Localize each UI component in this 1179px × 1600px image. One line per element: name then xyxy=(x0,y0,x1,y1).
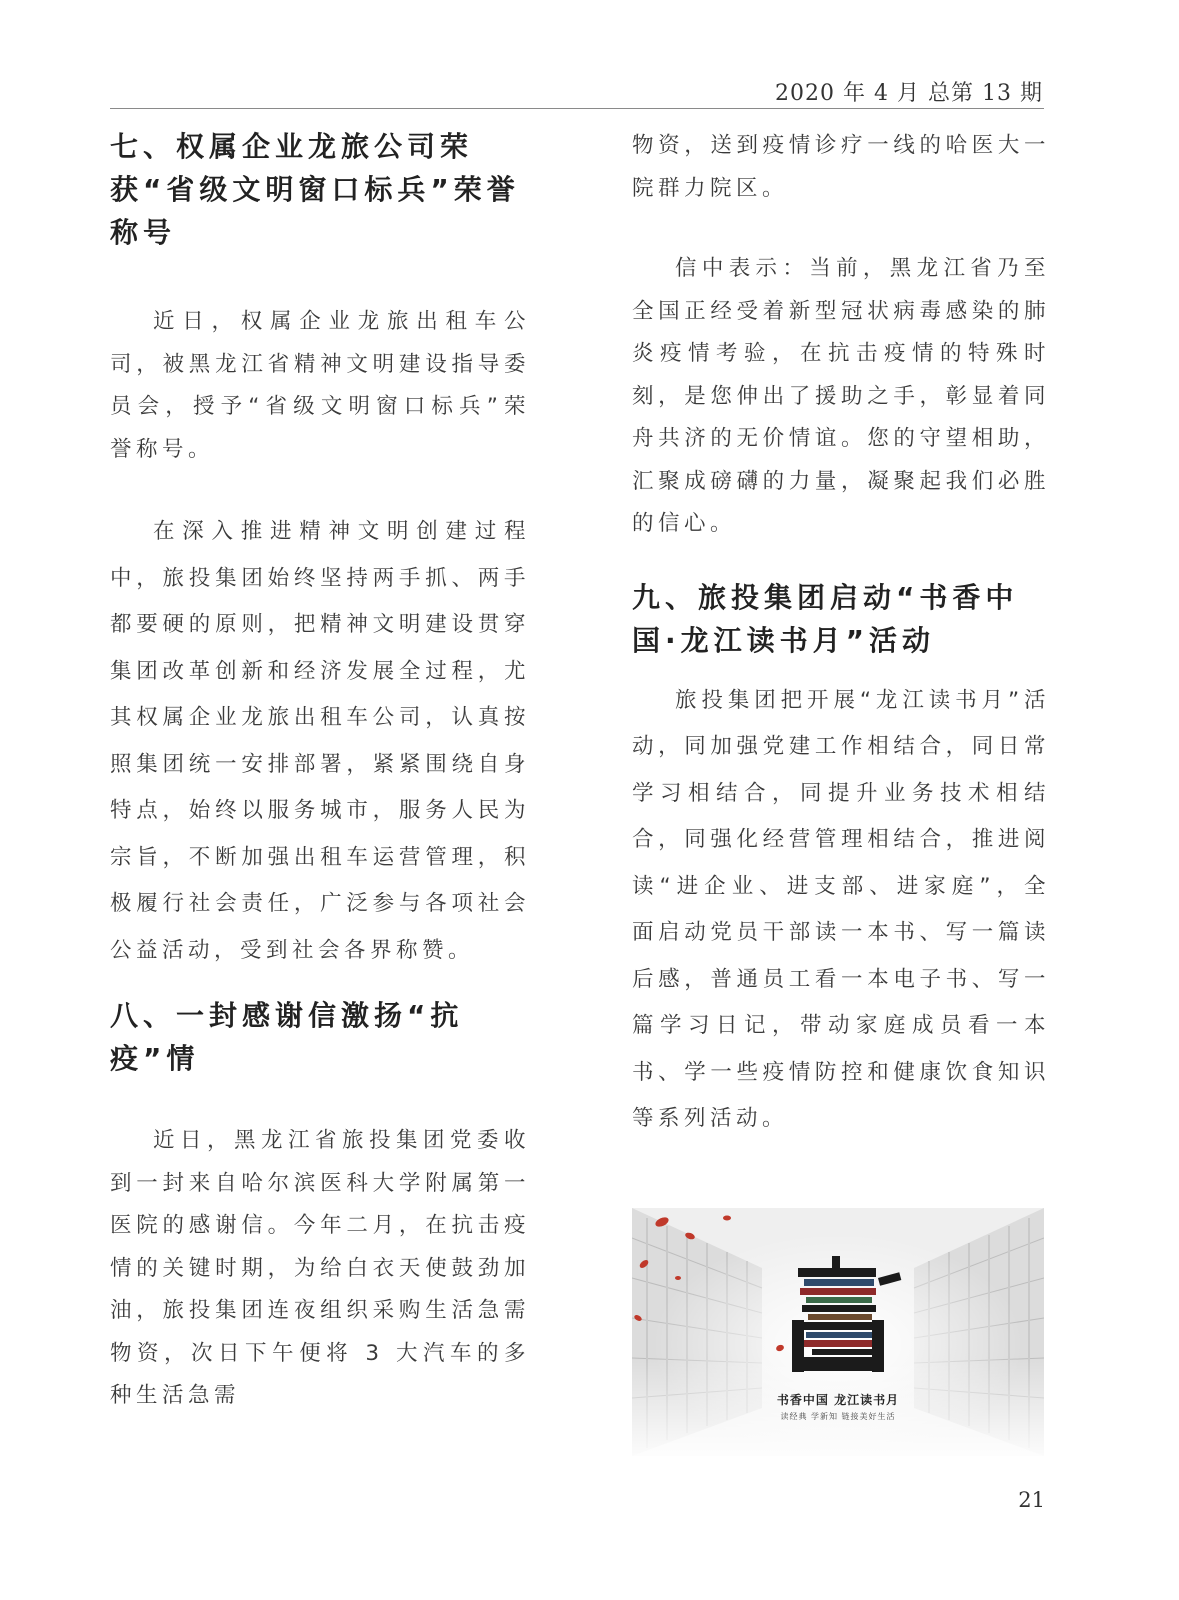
paragraph-9: 旅投集团把开展“龙江读书月”活动，同加强党建工作相结合，同日常学习相结合，同提升业务技术相结合，同强化经营管理相结合，推进阅读“进企业、进支部、进家庭”，全面启动党员干部读一本书、写一篇读后感，普通员工看一本电子书、写一篇学习日记，带动家庭成员看一本书、学一些疫情防控和健康饮食知识等系列活动。 xyxy=(632,687,1050,1131)
section-heading-8: 八、一封感谢信激扬“抗疫”情 xyxy=(110,999,464,1075)
paragraph-8a-continued: 物资，送到疫情诊疗一线的哈医大一院群力院区。 xyxy=(632,133,1050,201)
left-column xyxy=(110,125,530,1418)
section-heading-9: 九、旅投集团启动“书香中国·龙江读书月”活动 xyxy=(632,580,1019,657)
section-heading-7: 七、权属企业龙旅公司荣获“省级文明窗口标兵”荣誉称号 xyxy=(110,130,520,249)
right-column xyxy=(632,125,1050,1143)
page-number: 21 xyxy=(1018,1488,1045,1512)
reading-month-poster xyxy=(632,1208,1044,1456)
poster-caption: 书香中国 龙江读书月 xyxy=(776,1393,900,1407)
header-divider xyxy=(110,108,1044,109)
poster-subcaption: 读经典 学新知 链接美好生活 xyxy=(780,1412,896,1421)
paragraph-8a: 近日，黑龙江省旅投集团党委收到一封来自哈尔滨医科大学附属第一医院的感谢信。今年二月，在抗击疫情的关键时期，为给白衣天使鼓劲加油，旅投集团连夜组织采购生活急需物资，次日下午便将 3 大汽车的多种生活急需 xyxy=(110,1128,530,1408)
paragraph-7b: 在深入推进精神文明创建过程中，旅投集团始终坚持两手抓、两手都要硬的原则，把精神文明建设贯穿集团改革创新和经济发展全过程，尤其权属企业龙旅出租车公司，认真按照集团统一安排部署，紧紧围绕自身特点，始终以服务城市，服务人民为宗旨，不断加强出租车运营管理，积极履行社会责任，广泛参与各项社会公益活动，受到社会各界称赞。 xyxy=(110,519,530,963)
issue-header: 2020 年 4 月 总第 13 期 xyxy=(775,81,1043,106)
paragraph-7a: 近日，权属企业龙旅出租车公司，被黑龙江省精神文明建设指导委员会，授予“省级文明窗口标兵”荣誉称号。 xyxy=(110,309,530,462)
paragraph-8b: 信中表示：当前，黑龙江省乃至全国正经受着新型冠状病毒感染的肺炎疫情考验，在抗击疫情的特殊时刻，是您伸出了援助之手，彰显着同舟共济的无价情谊。您的守望相助，汇聚成磅礴的力量，凝聚起我们必胜的信心。 xyxy=(632,256,1050,536)
